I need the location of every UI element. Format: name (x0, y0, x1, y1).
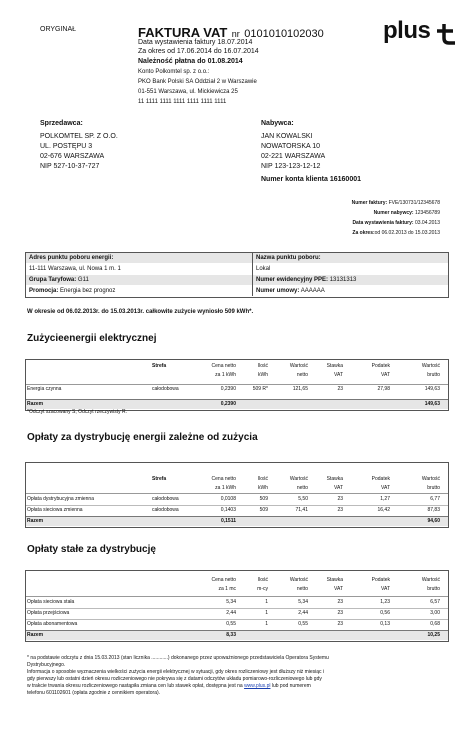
table-cell: 0,55 (298, 621, 308, 627)
meta-value: FVE/130731/12345678 (388, 200, 440, 206)
table-cell: 509 (259, 507, 268, 513)
table-cell: Opłata abonamentowa (27, 621, 78, 627)
section-2-title: Opłaty za dystrybucję energii zależne od zużycia (27, 432, 258, 443)
table-cell: m-cy (257, 586, 268, 592)
table-cell: 6,57 (430, 599, 440, 605)
invoice-meta-row (352, 200, 440, 206)
account-line-1: Konto Polkomtel sp. z o.o.: (138, 69, 210, 75)
invoice-meta-row (352, 230, 440, 236)
table-cell: 0,2390 (220, 401, 236, 407)
invoice-meta-row (374, 210, 440, 216)
section-3-header-rule (26, 596, 448, 597)
table-cell: VAT (381, 586, 390, 592)
invoice-meta-row (352, 220, 440, 226)
table-cell: VAT (334, 586, 343, 592)
table-cell: 94,60 (427, 518, 440, 524)
usage-summary: W okresie od 06.02.2013r. do 15.03.2013r. całkowite zużycie wyniosło 509 kWh*. (27, 309, 254, 315)
contract-value: AAAAAA (300, 288, 325, 294)
table-cell: za 1 kWh (215, 485, 236, 491)
table-cell: 1,27 (380, 496, 390, 502)
table-cell: VAT (381, 485, 390, 491)
ppe-contract (256, 288, 325, 295)
ppe-address-value: 11-111 Warszawa, ul. Nowa 1 m. 1 (29, 266, 121, 272)
account-line-3: 01-551 Warszawa, ul. Mickiewicza 25 (138, 89, 238, 95)
table-cell: Podatek (371, 577, 390, 583)
footer-line: Informacja o sposobie wyznaczenia wielkości zużycia energii elektrycznej w sytuacji, gdy okres rozliczeniowy jest dłuższy niż miesiąc i (27, 669, 325, 675)
section-2-total-rule (26, 516, 448, 517)
table-cell: Cena netto (211, 476, 236, 482)
table-cell: 0,55 (226, 621, 236, 627)
footer-line: Dystrybucyjnego. (27, 662, 66, 668)
table-cell: 0,13 (380, 621, 390, 627)
table-cell: Razem (27, 518, 44, 524)
meta-label: Numer faktury: (351, 200, 388, 206)
table-cell: 23 (337, 496, 343, 502)
contract-label: Numer umowy: (256, 288, 300, 294)
table-cell: 6,77 (430, 496, 440, 502)
table-cell: Ilość (257, 363, 268, 369)
table-cell: Cena netto (211, 363, 236, 369)
table-cell: Opłata przejściowa (27, 610, 70, 616)
section-1-title: Zużycieenergii elektrycznej (27, 333, 157, 344)
table-cell: 509 (259, 496, 268, 502)
table-cell: 23 (337, 599, 343, 605)
table-cell: za 1 kWh (215, 372, 236, 378)
section-3-row-rule-2 (26, 619, 448, 620)
promo-label: Promocja: (29, 288, 59, 294)
section-3-row-rule-1 (26, 608, 448, 609)
table-cell: Opłata sieciowa stała (27, 599, 75, 605)
buyer-line-4: NIP 123-123-12-12 (261, 163, 321, 170)
table-cell: Podatek (371, 476, 390, 482)
table-cell: VAT (334, 485, 343, 491)
buyer-line-2: NOWATORSKA 10 (261, 143, 320, 150)
table-cell: Stawka (326, 363, 343, 369)
table-cell: 0,1511 (220, 518, 236, 524)
table-cell: kWh (258, 372, 268, 378)
table-cell: VAT (334, 372, 343, 378)
table-cell: Opłata dystrybucyjna zmienna (27, 496, 94, 502)
table-cell: netto (296, 485, 308, 491)
ppe-promo (29, 288, 115, 295)
meta-label: Data wystawienia faktury: (352, 220, 414, 226)
meta-value: 123456789 (414, 210, 440, 216)
footer-text: w trakcie trwania okresu rozliczeniowego nastąpiła zmiana cen lub stawek opłat, dostępna jest na (27, 683, 243, 689)
table-cell: Wartość (289, 577, 308, 583)
table-cell: 0,0108 (220, 496, 236, 502)
ppe-shade-2 (26, 275, 448, 285)
table-cell: 16,42 (377, 507, 390, 513)
plus-logo-text: plus (383, 17, 431, 44)
table-cell: Energia czynna (27, 386, 62, 392)
table-cell: Wartość (421, 577, 440, 583)
issue-date-line: Data wystawienia faktury 18.07.2014 (138, 39, 253, 46)
section-2-header-rule (26, 493, 448, 494)
table-cell: za 1 mc (218, 586, 236, 592)
buyer-label: Nabywca: (261, 120, 294, 127)
table-cell: 27,98 (377, 386, 390, 392)
invoice-number: 0101010102030 (244, 28, 324, 40)
table-cell: brutto (427, 586, 440, 592)
table-cell: Razem (27, 632, 44, 638)
table-cell: 5,50 (298, 496, 308, 502)
table-cell: Opłata sieciowa zmienna (27, 507, 83, 513)
table-cell: 23 (337, 507, 343, 513)
table-cell: całodobowa (152, 496, 179, 502)
table-cell: 5,34 (298, 599, 308, 605)
period-line: Za okres od 17.06.2014 do 16.07.2014 (138, 48, 259, 55)
table-cell: netto (296, 586, 308, 592)
table-cell: 1 (265, 610, 268, 616)
account-line-4: 11 1111 1111 1111 1111 1111 1111 (138, 99, 227, 105)
tariff-label: Grupa Taryfowa: (29, 277, 77, 283)
table-cell: 2,44 (226, 610, 236, 616)
promo-value: Energia bez prognoz (60, 288, 116, 294)
table-cell: 10,25 (427, 632, 440, 638)
client-number: Numer konta klienta 16160001 (261, 176, 361, 183)
table-cell: 0,56 (380, 610, 390, 616)
table-cell: 71,41 (295, 507, 308, 513)
meta-value: od 06.02.2013 do 15.03.2013 (374, 230, 440, 236)
table-cell: Cena netto (211, 577, 236, 583)
ppe-number (256, 277, 356, 284)
account-line-2: PKO Bank Polski SA Oddział 2 w Warszawie (138, 79, 257, 85)
ppe-name-label: Nazwa punktu poboru: (256, 255, 321, 261)
footer-notes (27, 655, 447, 697)
original-label: ORYGINAŁ (40, 26, 77, 33)
table-cell: 0,2390 (220, 386, 236, 392)
plus-logo-mark-icon (434, 22, 458, 46)
table-cell: Wartość (421, 363, 440, 369)
section-2-row-rule (26, 505, 448, 506)
section-1-total-rule (26, 399, 448, 400)
meta-value: 03.04.2013 (414, 220, 440, 226)
table-cell: Ilość (257, 476, 268, 482)
buyer-line-3: 02-221 WARSZAWA (261, 153, 326, 160)
footer-line (27, 683, 447, 690)
table-cell: 1 (265, 599, 268, 605)
seller-line-2: UL. POSTĘPU 3 (40, 143, 93, 150)
ppe-number-label: Numer ewidencyjny PPE: (256, 277, 329, 283)
table-cell: Wartość (289, 363, 308, 369)
table-cell: 5,34 (226, 599, 236, 605)
table-cell: 1,23 (380, 599, 390, 605)
table-cell: 509 R* (252, 386, 268, 392)
table-cell: Podatek (371, 363, 390, 369)
table-cell: Wartość (289, 476, 308, 482)
invoice-title-nr: nr (231, 29, 240, 39)
seller-line-3: 02-676 WARSZAWA (40, 153, 105, 160)
tariff-value: G11 (77, 277, 89, 283)
seller-line-4: NIP 527-10-37-727 (40, 163, 100, 170)
table-cell: 3,00 (430, 610, 440, 616)
table-cell: całodobowa (152, 507, 179, 513)
table-cell: Stawka (326, 476, 343, 482)
table-cell: 149,63 (424, 386, 440, 392)
ppe-address-label: Adres punktu poboru energii: (29, 255, 114, 261)
table-cell: 8,33 (226, 632, 236, 638)
table-cell: 2,44 (298, 610, 308, 616)
table-cell: brutto (427, 485, 440, 491)
table-cell: 0,68 (430, 621, 440, 627)
section-3-title: Opłaty stałe za dystrybucję (27, 544, 156, 555)
footer-line: gdy pierwszy lub ostatni dzień okresu rozliczeniowego nie pokrywa się z datami odczytów układu pomiarowo-rozliczeniowego lub gdy (27, 676, 322, 682)
table-cell: 87,83 (427, 507, 440, 513)
ppe-name-value: Lokal (256, 266, 271, 272)
table-cell: 23 (337, 621, 343, 627)
table-cell: Stawka (326, 577, 343, 583)
meta-label: Za okres: (352, 230, 375, 236)
table-cell: Wartość (421, 476, 440, 482)
table-cell: 23 (337, 610, 343, 616)
seller-line-1: POLKOMTEL SP. Z O.O. (40, 133, 118, 140)
due-line: Należność płatna do 01.08.2014 (138, 58, 243, 65)
table-cell: 1 (265, 621, 268, 627)
table-cell: Razem (27, 401, 44, 407)
ppe-number-value: 13131313 (329, 277, 357, 283)
section-1-header-rule (26, 384, 448, 385)
table-cell: 23 (337, 386, 343, 392)
table-cell: całodobowa (152, 386, 179, 392)
seller-label: Sprzedawca: (40, 120, 83, 127)
table-cell: 121,65 (292, 386, 308, 392)
section-3-total-rule (26, 630, 448, 631)
table-cell: 0,1403 (220, 507, 236, 513)
footer-line: telefonu 601102601 (opłata zgodnie z cennikiem operatora). (27, 690, 161, 696)
buyer-line-1: JAN KOWALSKI (261, 133, 313, 140)
table-cell: Strefa (152, 476, 167, 482)
ppe-tariff (29, 277, 89, 284)
footer-text: lub pod numerem (271, 683, 311, 689)
table-cell: Strefa (152, 363, 167, 369)
table-cell: brutto (427, 372, 440, 378)
invoice-title-main: FAKTURA VAT (138, 25, 228, 40)
table-cell: netto (296, 372, 308, 378)
table-cell: 149,63 (424, 401, 440, 407)
table-cell: VAT (381, 372, 390, 378)
section-1-footnote: *Odczyt szacowany S, Odczyt rzeczywisty R. (27, 409, 128, 415)
table-cell: Ilość (257, 577, 268, 583)
table-cell: kWh (258, 485, 268, 491)
ppe-divider (252, 253, 253, 296)
footer-line: * na podstawie odczytu z dnia 15.03.2013 (stan licznika ............) dokonanego przez upoważnionego przedstawiciela Operatora Systemu (27, 655, 329, 661)
meta-label: Numer nabywcy: (373, 210, 414, 216)
plus-website-link[interactable]: www.plus.pl (244, 683, 271, 689)
